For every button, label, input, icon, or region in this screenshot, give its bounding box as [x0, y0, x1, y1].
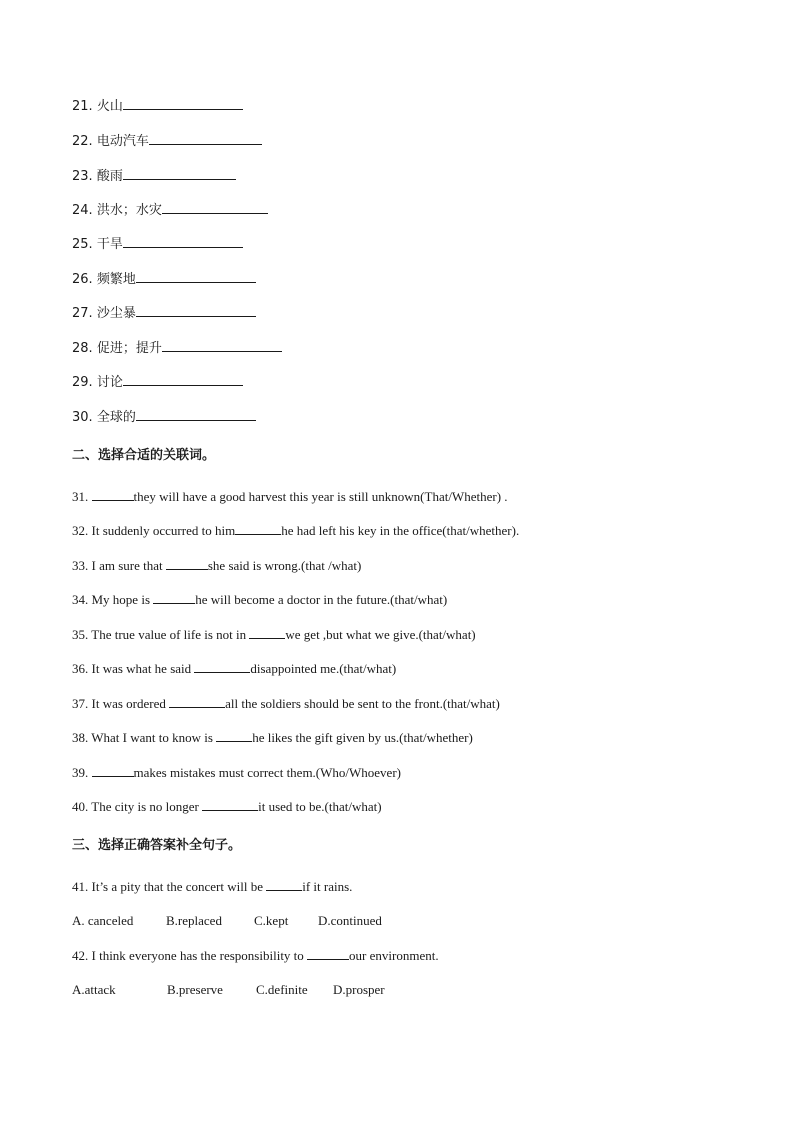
answer-blank[interactable]	[307, 946, 349, 960]
answer-blank[interactable]	[123, 234, 243, 248]
answer-blank[interactable]	[123, 96, 243, 110]
question-37	[72, 694, 500, 713]
vocab-item-26	[72, 269, 256, 289]
question-text-before: My hope is	[91, 592, 154, 607]
item-number: 34.	[72, 592, 89, 607]
answer-blank[interactable]	[162, 200, 268, 214]
option-a[interactable]: A.attack	[72, 982, 116, 997]
question-text-before: What I want to know is	[91, 730, 217, 745]
vocab-term: 沙尘暴	[96, 306, 136, 321]
item-number: 37.	[72, 696, 89, 711]
section-2-heading: 二、选择合适的关联词。	[72, 448, 216, 463]
question-text-before: It was ordered	[91, 696, 170, 711]
vocab-term: 讨论	[96, 375, 123, 390]
answer-blank[interactable]	[162, 338, 282, 352]
vocab-term: 全球的	[96, 410, 136, 425]
item-number: 30.	[72, 410, 93, 425]
answer-blank[interactable]	[136, 407, 256, 421]
item-number: 28.	[72, 341, 93, 356]
item-number: 42.	[72, 948, 89, 963]
answer-blank[interactable]	[149, 131, 262, 145]
option-b[interactable]: B.replaced	[166, 913, 222, 928]
vocab-term: 频繁地	[96, 272, 136, 287]
question-text-after: makes mistakes must correct them.(Who/Whoever)	[133, 765, 401, 780]
answer-blank[interactable]	[136, 269, 256, 283]
vocab-term: 火山	[96, 99, 123, 114]
question-33	[72, 556, 361, 575]
question-text-after: he likes the gift given by us.(that/whether)	[252, 730, 473, 745]
item-number: 41.	[72, 879, 89, 894]
question-36	[72, 659, 396, 678]
answer-blank[interactable]	[136, 303, 256, 317]
question-text-after: our environment.	[349, 948, 439, 963]
question-text-before: The true value of life is not in	[91, 627, 250, 642]
question-text-after: he had left his key in the office(that/whether).	[281, 523, 520, 538]
item-number: 39.	[72, 765, 89, 780]
vocab-term: 促进；提升	[96, 341, 162, 356]
question-41	[72, 877, 352, 896]
item-number: 33.	[72, 558, 89, 573]
vocab-item-21	[72, 96, 243, 116]
answer-blank[interactable]	[202, 797, 258, 811]
question-text-before: I am sure that	[91, 558, 166, 573]
answer-blank[interactable]	[249, 625, 285, 639]
question-34	[72, 590, 447, 609]
vocab-item-23	[72, 166, 236, 186]
vocab-item-30	[72, 407, 256, 427]
option-d[interactable]: D.continued	[318, 913, 382, 928]
question-42	[72, 946, 439, 965]
vocab-item-25	[72, 234, 243, 254]
item-number: 23.	[72, 169, 93, 184]
vocab-item-27	[72, 303, 256, 323]
answer-blank[interactable]	[123, 166, 236, 180]
item-number: 29.	[72, 375, 93, 390]
vocab-item-24	[72, 200, 268, 220]
question-39	[72, 763, 401, 782]
answer-blank[interactable]	[92, 763, 134, 777]
vocab-item-22	[72, 131, 262, 151]
question-text-before: The city is no longer	[91, 799, 203, 814]
item-number: 31.	[72, 489, 89, 504]
answer-blank[interactable]	[194, 659, 250, 673]
question-text-before: It was what he said	[91, 661, 195, 676]
answer-blank[interactable]	[235, 521, 281, 535]
answer-blank[interactable]	[266, 877, 302, 891]
section-3-heading: 三、选择正确答案补全句子。	[72, 838, 242, 853]
question-text-before: It suddenly occurred to him	[91, 523, 236, 538]
vocab-item-28	[72, 338, 282, 358]
question-text-after: he will become a doctor in the future.(that/what)	[195, 592, 448, 607]
option-c[interactable]: C.definite	[256, 982, 308, 997]
vocab-item-29	[72, 372, 243, 392]
option-d[interactable]: D.prosper	[333, 982, 385, 997]
item-number: 27.	[72, 306, 93, 321]
question-38	[72, 728, 473, 747]
option-c[interactable]: C.kept	[254, 913, 289, 928]
answer-blank[interactable]	[216, 728, 252, 742]
item-number: 26.	[72, 272, 93, 287]
answer-blank[interactable]	[153, 590, 195, 604]
item-number: 40.	[72, 799, 89, 814]
item-number: 35.	[72, 627, 89, 642]
vocab-term: 洪水；水灾	[96, 203, 162, 218]
item-number: 21.	[72, 99, 93, 114]
answer-blank[interactable]	[166, 556, 208, 570]
answer-blank[interactable]	[123, 372, 243, 386]
vocab-term: 电动汽车	[96, 134, 149, 149]
item-number: 24.	[72, 203, 93, 218]
question-text-after: it used to be.(that/what)	[258, 799, 382, 814]
question-text-before: It’s a pity that the concert will be	[91, 879, 267, 894]
item-number: 38.	[72, 730, 89, 745]
option-a[interactable]: A. canceled	[72, 913, 134, 928]
question-text-after: they will have a good harvest this year is still unknown(That/Whether) .	[133, 489, 508, 504]
question-40	[72, 797, 382, 816]
question-text-after: she said is wrong.(that /what)	[207, 558, 362, 573]
question-text-before: I think everyone has the responsibility to	[91, 948, 308, 963]
question-text-after: if it rains.	[302, 879, 353, 894]
question-text-after: all the soldiers should be sent to the front.(that/what)	[225, 696, 500, 711]
question-text-after: we get ,but what we give.(that/what)	[285, 627, 476, 642]
question-32	[72, 521, 519, 540]
item-number: 22.	[72, 134, 93, 149]
item-number: 32.	[72, 523, 89, 538]
answer-blank[interactable]	[92, 487, 134, 501]
question-35	[72, 625, 476, 644]
question-31	[72, 487, 508, 506]
answer-blank[interactable]	[169, 694, 225, 708]
item-number: 25.	[72, 237, 93, 252]
option-b[interactable]: B.preserve	[167, 982, 223, 997]
vocab-term: 干旱	[96, 237, 123, 252]
vocab-term: 酸雨	[96, 169, 123, 184]
item-number: 36.	[72, 661, 89, 676]
question-text-after: disappointed me.(that/what)	[250, 661, 397, 676]
